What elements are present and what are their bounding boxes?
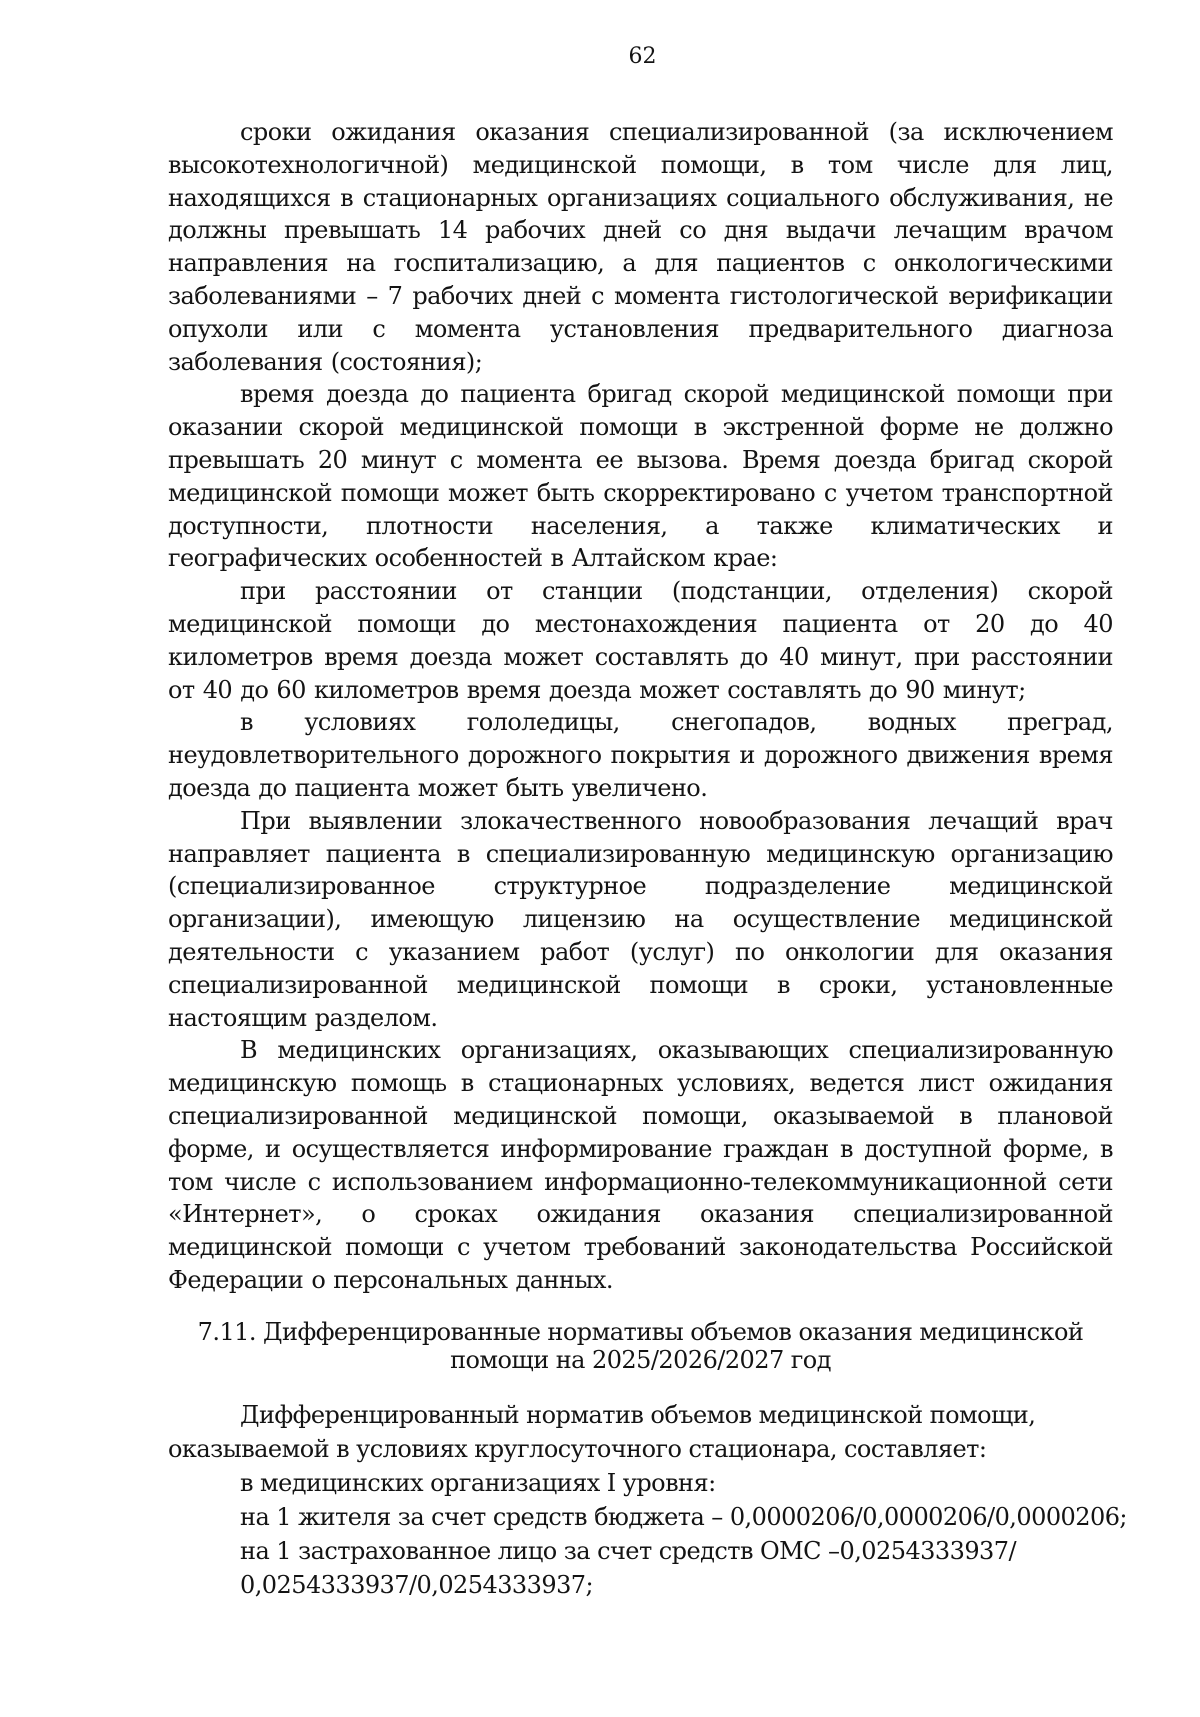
paragraph-waiting-times: сроки ожидания оказания специализированной (за исключением высокотехнологичной) медицинской помощи, в том числе для лиц, находящихся в стационарных организациях социального обслуживания, не должны превышать 14 рабочих дней со дня выдачи лечащим врачом направления на госпитализацию, а для пациентов с онкологическими заболеваниями – 7 рабочих дней с момента гистологической верификации опухоли или с момента установления предварительного диагноза заболевания (состояния); (168, 118, 1113, 376)
normative-budget-per-resident: на 1 жителя за счет средств бюджета – 0,0000206/0,0000206/0,0000206; (240, 1503, 1127, 1531)
section-heading-line-1: 7.11. Дифференцированные нормативы объемов оказания медицинской (197, 1318, 1084, 1346)
normative-list (168, 1398, 1127, 1602)
normative-intro-line-1: Дифференцированный норматив объемов медицинской помощи, (240, 1401, 1036, 1429)
paragraph-ambulance-arrival-time: время доезда до пациента бригад скорой медицинской помощи при оказании скорой медицинской помощи в экстренной форме не должно превышать 20 минут с момента ее вызова. Время доезда бригад скорой медицинской помощи может быть скорректировано с учетом транспортной доступности, плотности населения, а также климатических и географических особенностей в Алтайском крае: (168, 380, 1113, 573)
paragraph-weather-conditions: в условиях гололедицы, снегопадов, водных преград, неудовлетворительного дорожного покрытия и дорожного движения время доезда до пациента может быть увеличено. (168, 708, 1113, 802)
normative-oms-per-insured-line-2: 0,0254333937/0,0254333937; (240, 1571, 594, 1599)
normative-intro-line-2: оказываемой в условиях круглосуточного стационара, составляет: (168, 1435, 987, 1463)
page-number: 62 (628, 44, 657, 69)
paragraph-distance-conditions: при расстоянии от станции (подстанции, отделения) скорой медицинской помощи до местонахождения пациента от 20 до 40 километров время доезда может составлять до 40 минут, при расстоянии от 40 до 60 километров время доезда может составлять до 90 минут; (168, 577, 1113, 704)
section-heading (168, 1318, 1113, 1374)
section-heading-line-2: помощи на 2025/2026/2027 год (450, 1346, 831, 1374)
paragraph-oncology-referral: При выявлении злокачественного новообразования лечащий врач направляет пациента в специализированную медицинскую организацию (специализированное структурное подразделение медицинской организации), имеющую лицензию на осуществление медицинской деятельности с указанием работ (услуг) по онкологии для оказания специализированной медицинской помощи в сроки, установленные настоящим разделом. (168, 806, 1113, 1032)
normative-oms-per-insured-line-1: на 1 застрахованное лицо за счет средств ОМС –0,0254333937/ (240, 1537, 1017, 1565)
normative-level-1-heading: в медицинских организациях I уровня: (240, 1469, 716, 1497)
body-text (168, 116, 1113, 1297)
paragraph-waiting-list: В медицинских организациях, оказывающих специализированную медицинскую помощь в стационарных условиях, ведется лист ожидания специализированной медицинской помощи, оказываемой в плановой форме, и осуществляется информирование граждан в доступной форме, в том числе с использованием информационно-телекоммуникационной сети «Интернет», о сроках ожидания оказания специализированной медицинской помощи с учетом требований законодательства Российской Федерации о персональных данных. (168, 1036, 1113, 1294)
